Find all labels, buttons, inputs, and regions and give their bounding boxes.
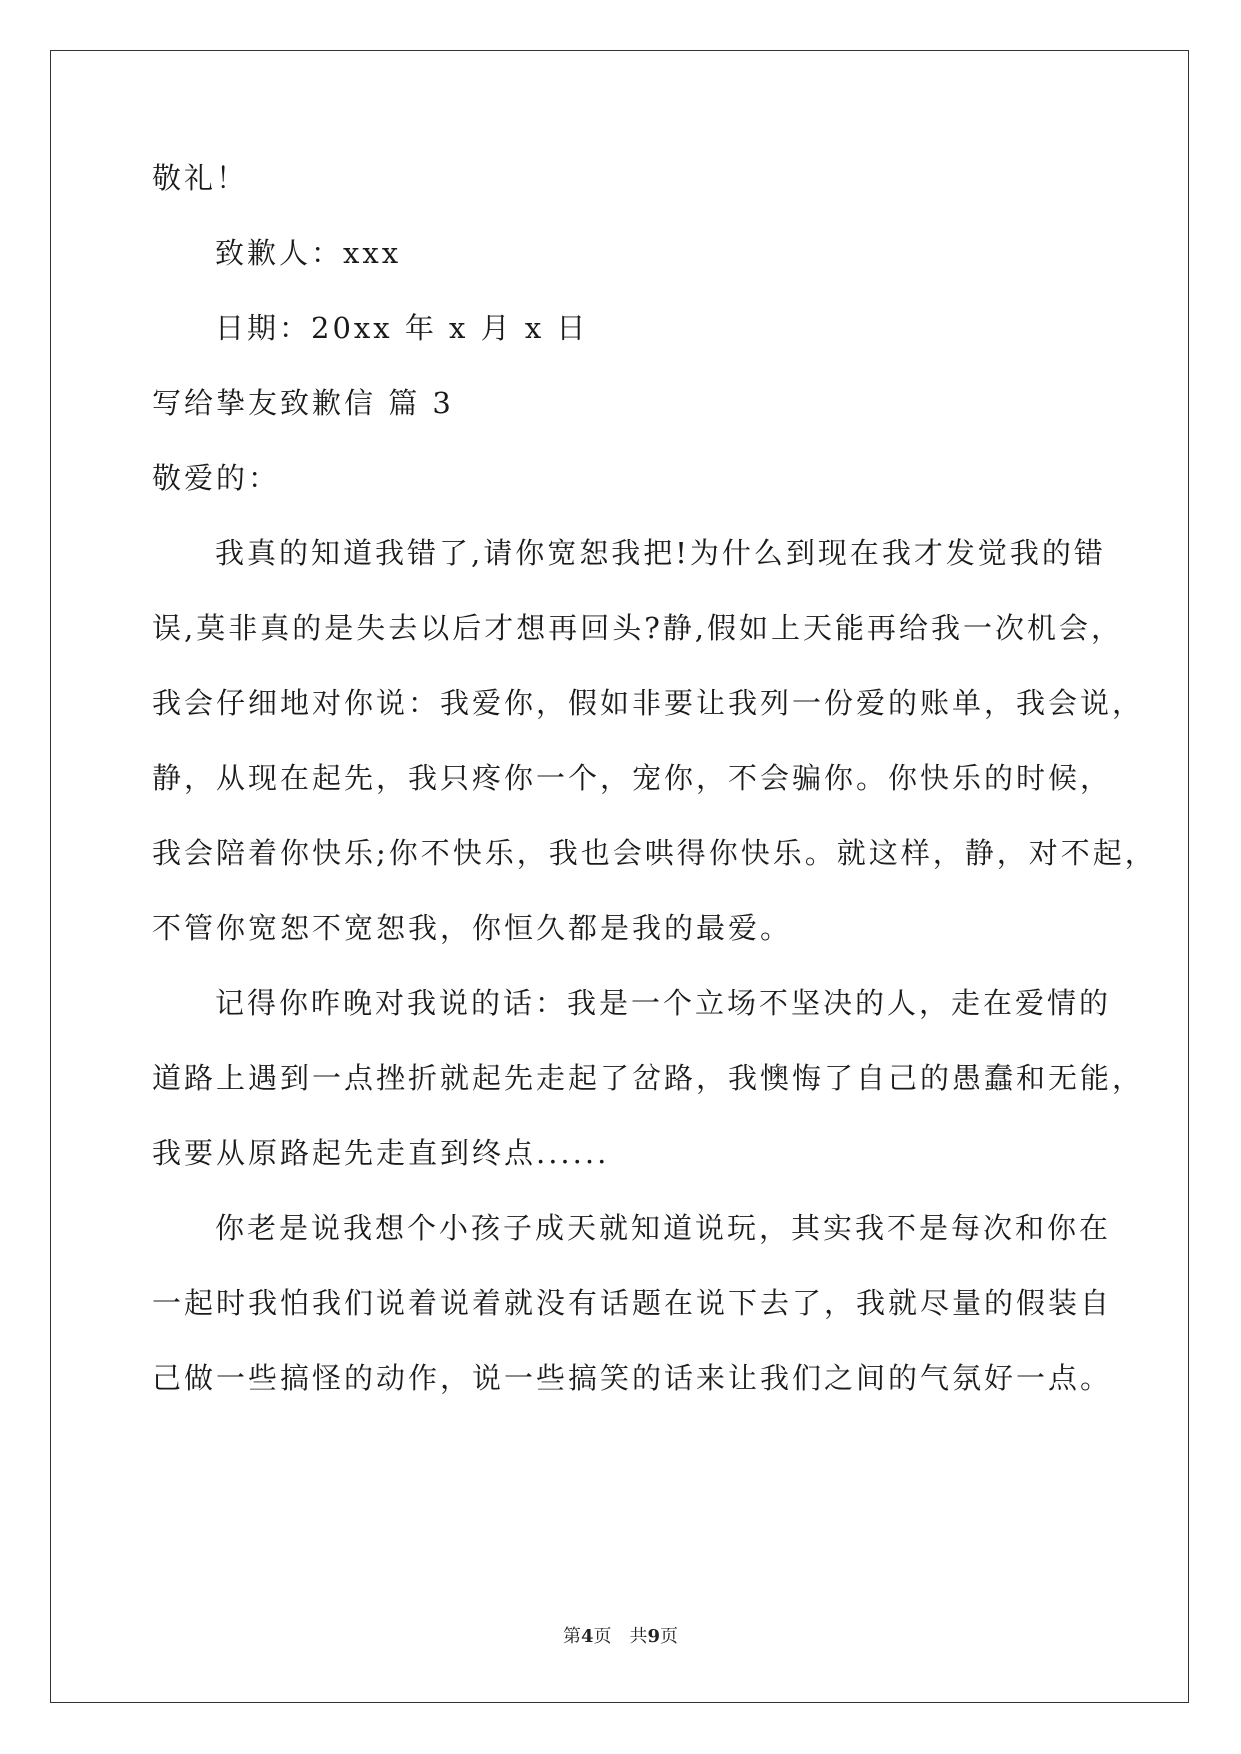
page-footer [0,1622,1241,1648]
paragraph-line: 己做一些搞怪的动作，说一些搞笑的话来让我们之间的气氛好一点。 [152,1361,1113,1395]
total-pages-number: 9 [647,1626,661,1647]
paragraph-line: 我会陪着你快乐;你不快乐，我也会哄得你快乐。就这样，静，对不起， [152,836,1157,870]
page-suffix: 页 [593,1626,612,1647]
closing-line: 敬礼！ [152,161,249,195]
total-suffix: 页 [660,1626,679,1647]
date-line: 日期：20xx 年 x 月 x 日 [215,311,589,345]
paragraph-line: 静，从现在起先，我只疼你一个，宠你，不会骗你。你快乐的时候， [152,761,1113,795]
section-heading: 写给挚友致歉信 篇 3 [152,386,454,420]
paragraph-line: 我真的知道我错了,请你宽恕我把!为什么到现在我才发觉我的错 [215,536,1106,570]
paragraph-line: 记得你昨晚对我说的话：我是一个立场不坚决的人，走在爱情的 [215,986,1112,1020]
paragraph-line: 不管你宽恕不宽恕我，你恒久都是我的最爱。 [152,911,793,945]
paragraph-line: 误,莫非真的是失去以后才想再回头?静,假如上天能再给我一次机会， [152,611,1123,645]
paragraph-line: 一起时我怕我们说着说着就没有话题在说下去了，我就尽量的假装自 [152,1286,1113,1320]
letter-body [152,160,1157,1435]
paragraph-line: 道路上遇到一点挫折就起先走起了岔路，我懊悔了自己的愚蠢和无能， [152,1061,1145,1095]
paragraph-line: 我会仔细地对你说：我爱你，假如非要让我列一份爱的账单，我会说， [152,686,1145,720]
page-prefix: 第 [562,1626,581,1647]
paragraph-line: 我要从原路起先走直到终点...... [152,1136,610,1170]
salutation-line: 敬爱的： [152,461,281,495]
total-prefix: 共 [629,1626,648,1647]
paragraph-line: 你老是说我想个小孩子成天就知道说玩，其实我不是每次和你在 [215,1211,1112,1245]
signer-line: 致歉人：xxx [215,236,402,270]
current-page-number: 4 [580,1626,594,1647]
